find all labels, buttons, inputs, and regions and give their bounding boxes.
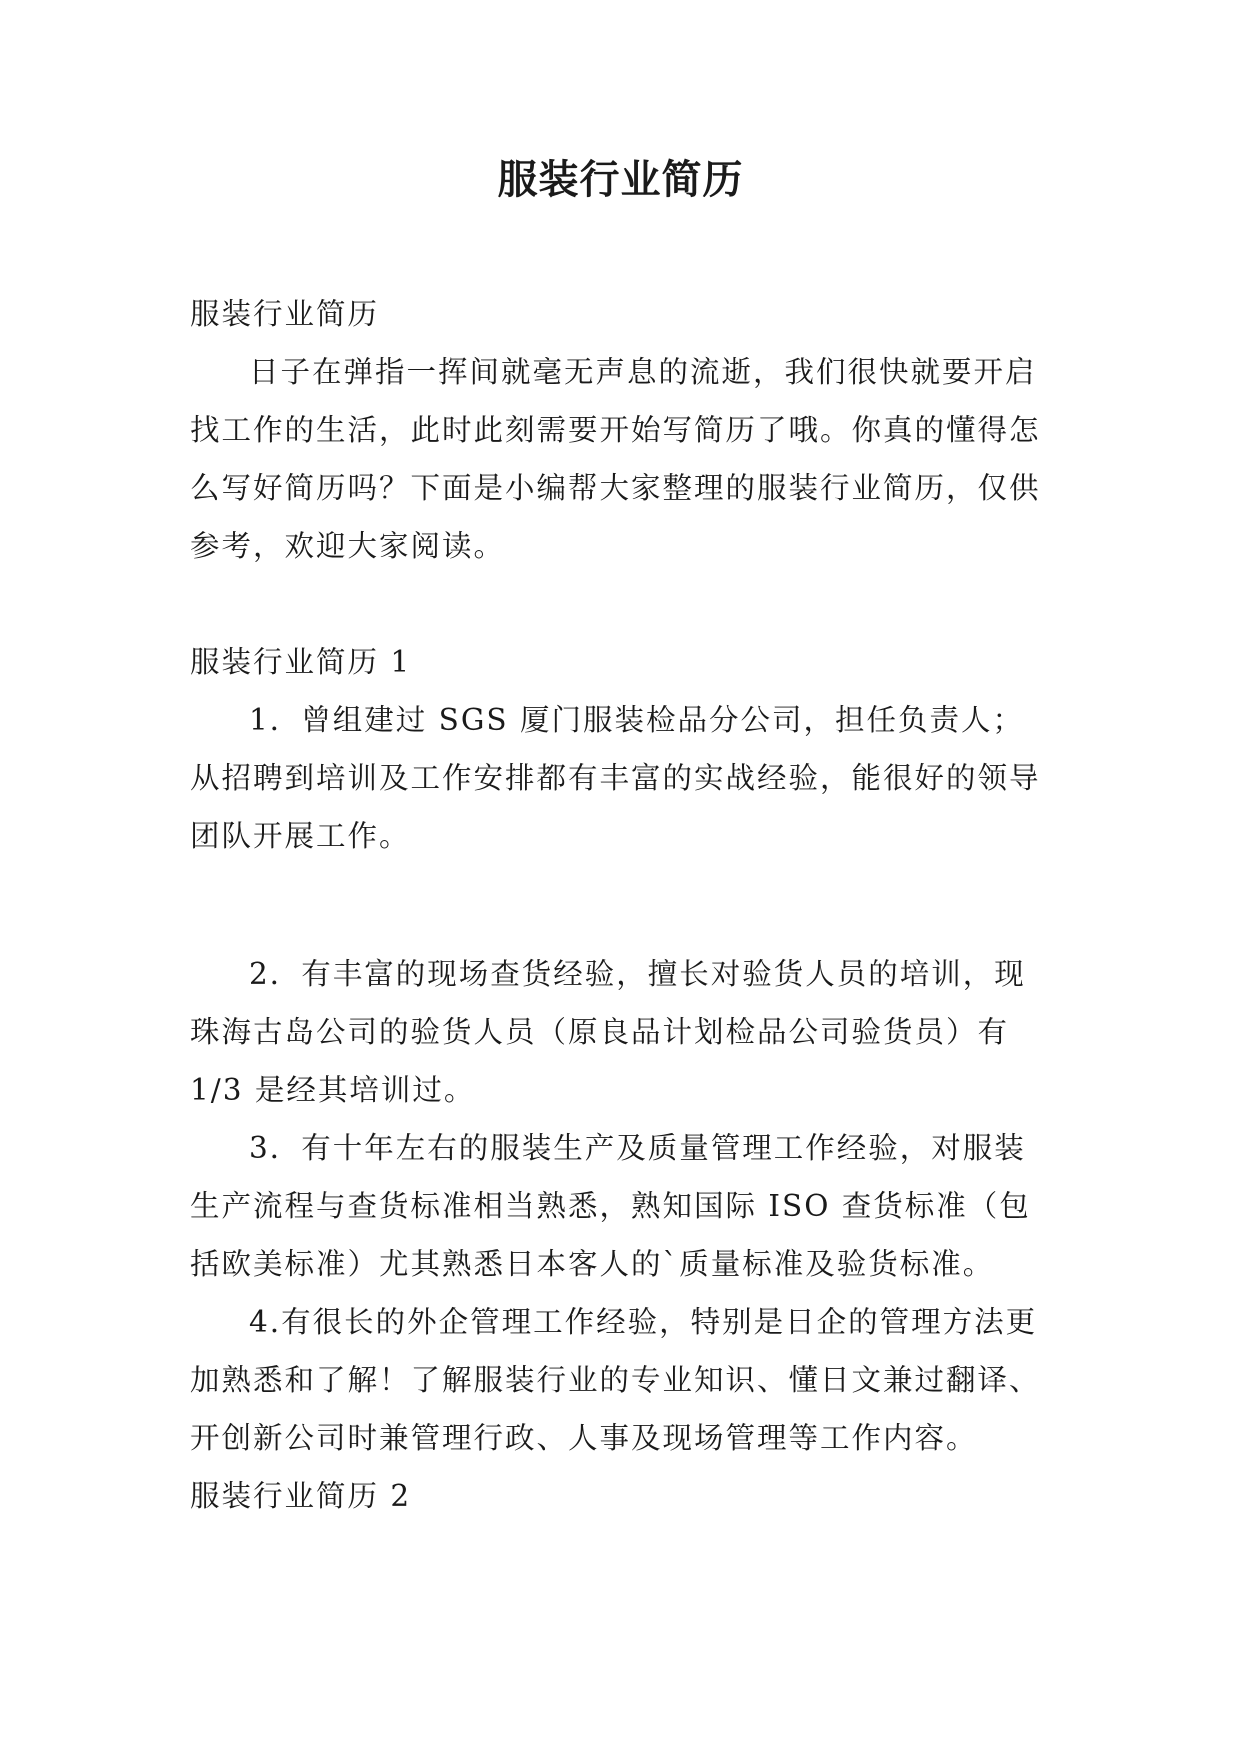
- intro-paragraph: 日子在弹指一挥间就毫无声息的流逝，我们很快就要开启找工作的生活，此时此刻需要开始写简历了哦。你真的懂得怎么写好简历吗？下面是小编帮大家整理的服装行业简历，仅供参考，欢迎大家阅读。: [190, 355, 1041, 563]
- section1-item-3: 3．有十年左右的服装生产及质量管理工作经验，对服装生产流程与查货标准相当熟悉，熟知国际 ISO 查货标准（包括欧美标准）尤其熟悉日本客人的`质量标准及验货标准。: [190, 1131, 1031, 1281]
- section1-item-1: 1．曾组建过 SGS 厦门服装检品分公司，担任负责人；从招聘到培训及工作安排都有丰富的实战经验，能很好的领导团队开展工作。: [190, 703, 1041, 853]
- paragraph-spacer: [190, 575, 1050, 633]
- section-heading-1: 服装行业简历 1: [190, 645, 412, 679]
- paragraph-spacer: [190, 865, 1050, 945]
- section1-item-2: 2．有丰富的现场查货经验，擅长对验货人员的培训，现珠海古岛公司的验货人员（原良品计划检品公司验货员）有 1/3 是经其培训过。: [190, 957, 1026, 1107]
- section1-item-4: 4.有很长的外企管理工作经验，特别是日企的管理方法更加熟悉和了解！了解服装行业的专业知识、懂日文兼过翻译、开创新公司时兼管理行政、人事及现场管理等工作内容。: [190, 1305, 1041, 1455]
- document-body: [190, 285, 1050, 1525]
- intro-heading: 服装行业简历: [190, 297, 380, 331]
- document-title: 服装行业简历: [497, 156, 744, 203]
- section-heading-2: 服装行业简历 2: [190, 1479, 412, 1513]
